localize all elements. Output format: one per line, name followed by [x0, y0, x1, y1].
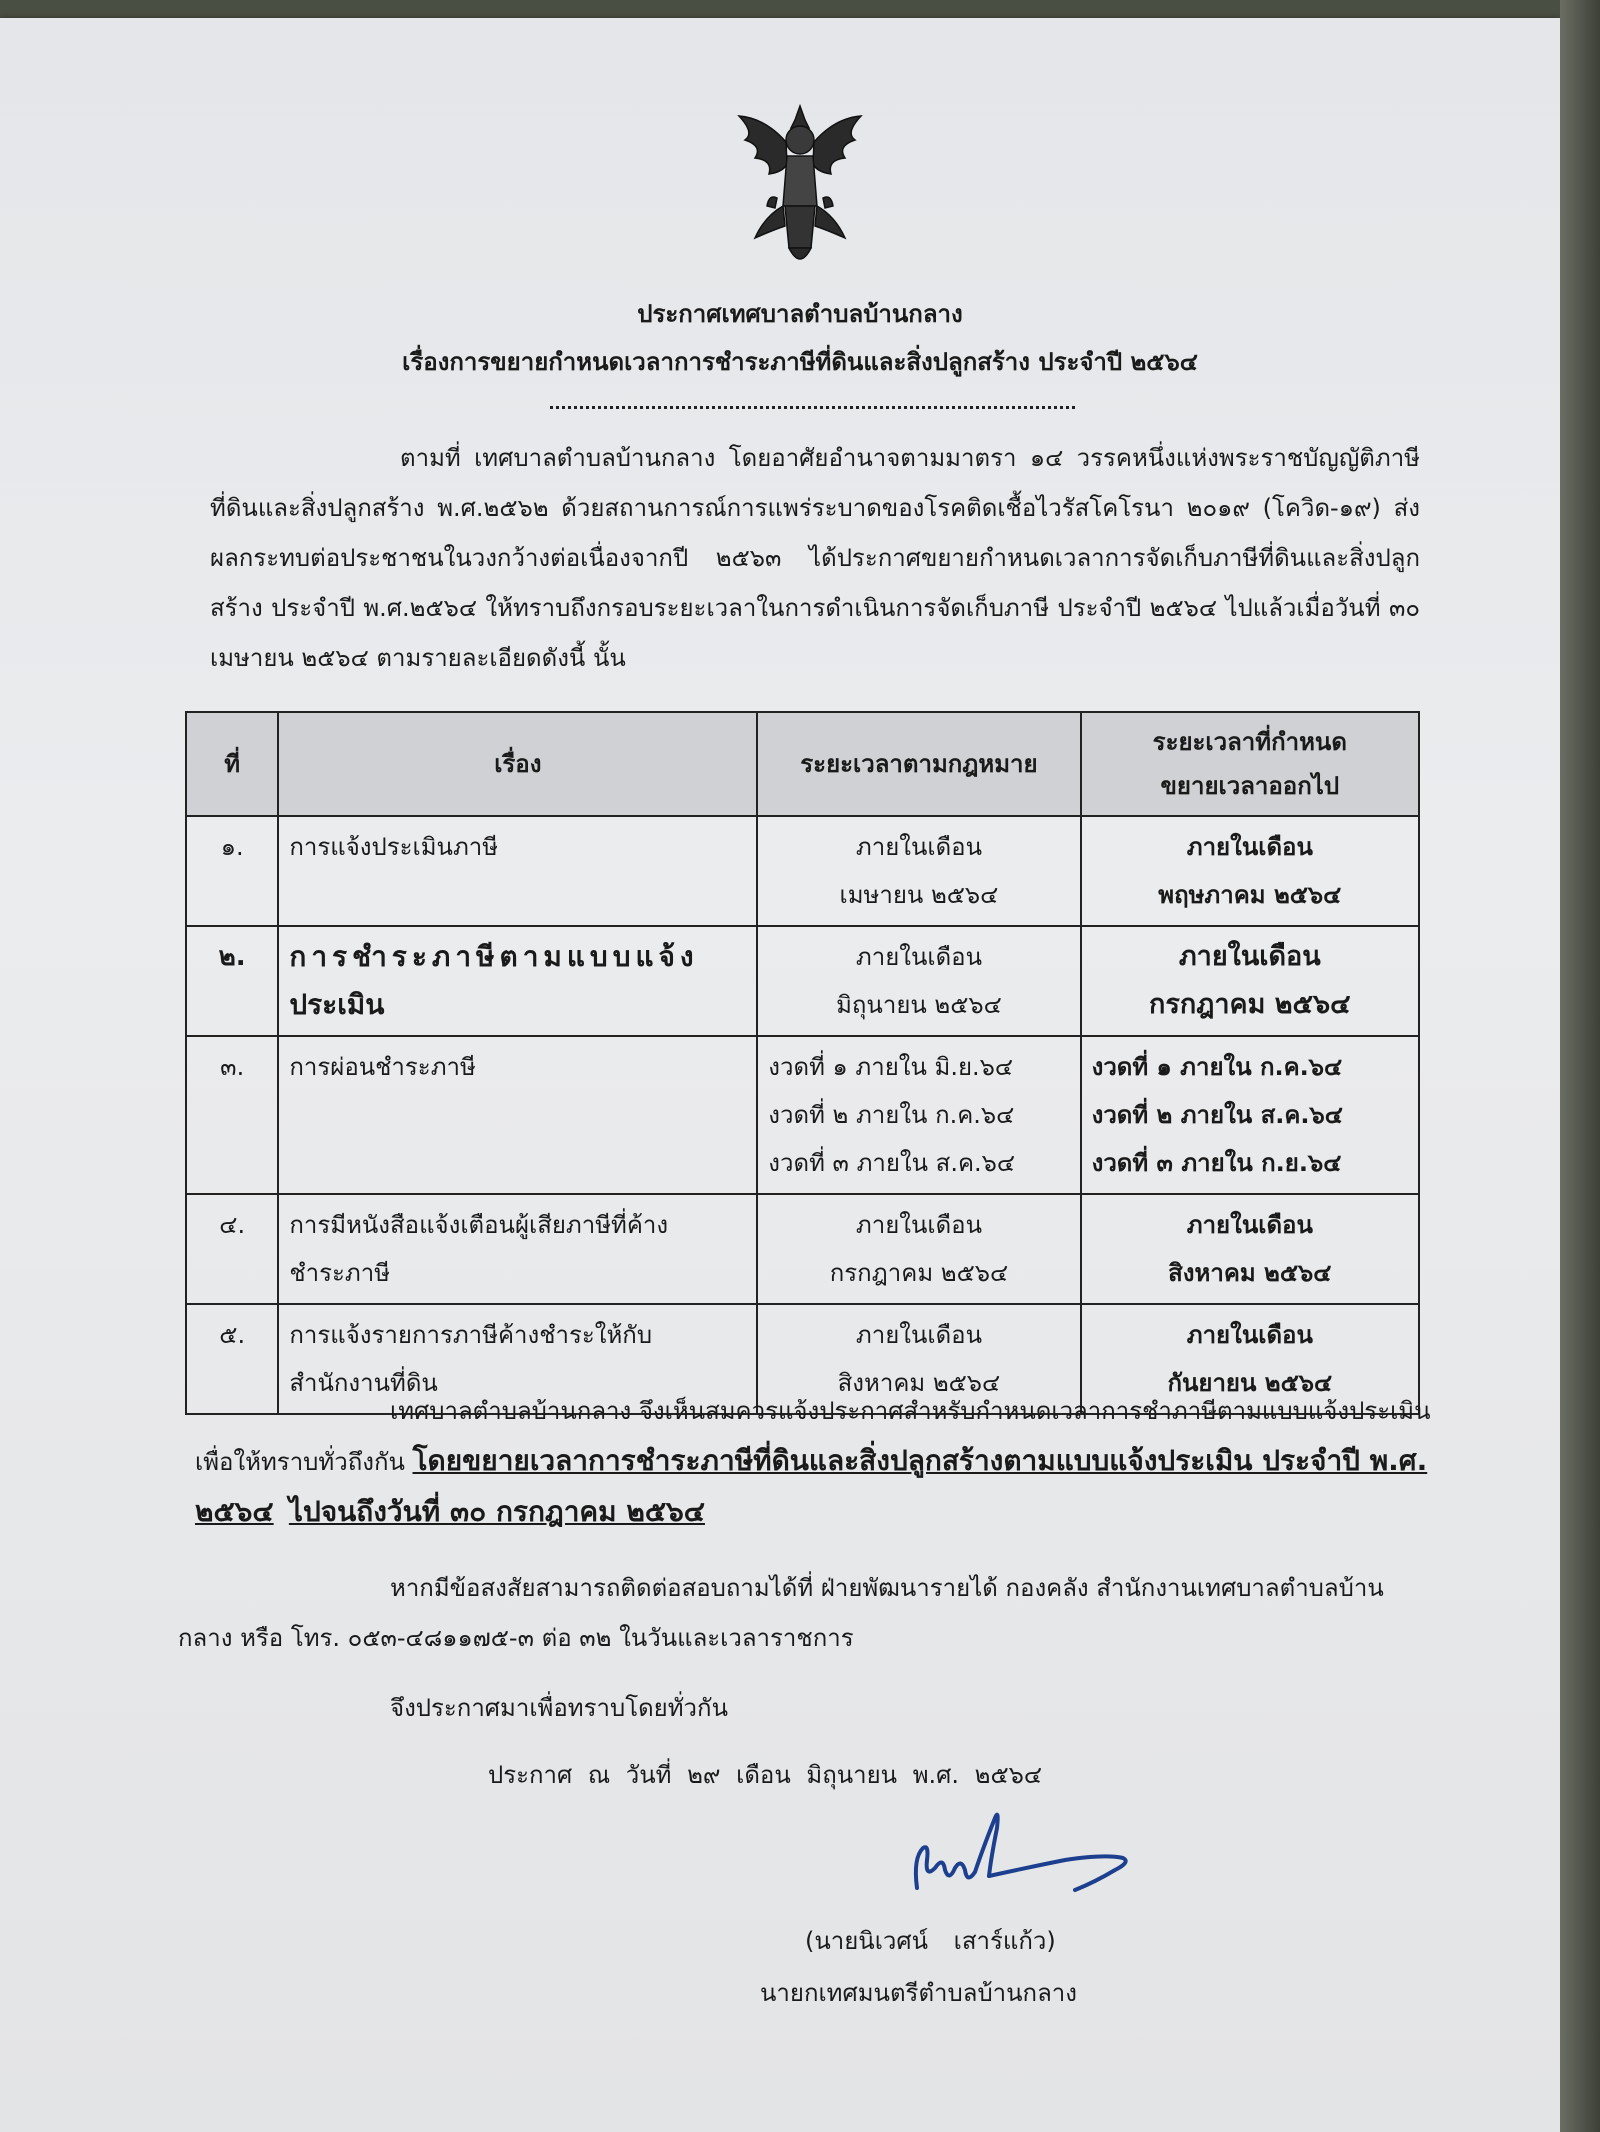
row-subject-line: สำนักงานที่ดิน [289, 1369, 438, 1397]
notice-emphasis-deadline: ไปจนถึงวันที่ ๓๐ กรกฎาคม ๒๕๖๔ [288, 1495, 705, 1528]
extended-line: กันยายน ๒๕๖๔ [1167, 1369, 1333, 1397]
garuda-emblem-icon [725, 98, 875, 273]
row-extended-period [1081, 1036, 1419, 1194]
legal-line: งวดที่ ๓ ภายใน ส.ค.๖๔ [768, 1149, 1016, 1177]
legal-line: ภายในเดือน [855, 943, 982, 971]
header-extended-line1: ระยะเวลาที่กำหนด [1152, 728, 1347, 756]
row-extended-period [1081, 1194, 1419, 1304]
header-legal-period: ระยะเวลาตามกฎหมาย [757, 712, 1080, 816]
extended-line: กรกฎาคม ๒๕๖๔ [1149, 989, 1351, 1020]
extended-line: งวดที่ ๑ ภายใน ก.ค.๖๔ [1091, 1053, 1343, 1081]
row-extended-period [1081, 816, 1419, 926]
header-no: ที่ [186, 712, 278, 816]
legal-line: งวดที่ ๒ ภายใน ก.ค.๖๔ [768, 1101, 1015, 1129]
legal-line: สิงหาคม ๒๕๖๔ [837, 1369, 1001, 1397]
legal-line: มิถุนายน ๒๕๖๔ [836, 991, 1002, 1019]
signer-title: นายกเทศมนตรีตำบลบ้านกลาง [760, 1979, 1077, 2007]
row-subject-line: การแจ้งรายการภาษีค้างชำระให้กับ [289, 1321, 653, 1349]
extended-line: ภายในเดือน [1186, 1211, 1313, 1239]
handwritten-signature-icon [905, 1798, 1135, 1908]
header-extended-line2: ขยายเวลาออกไป [1160, 772, 1340, 800]
document-page [0, 18, 1560, 2132]
extended-line: ภายในเดือน [1178, 941, 1321, 972]
row-subject-line: ประเมิน [289, 988, 385, 1021]
row-number: ๓. [186, 1036, 278, 1194]
announcement-date: ประกาศ ณ วันที่ ๒๙ เดือน มิถุนายน พ.ศ. ๒๕๖๔ [488, 1761, 1043, 1789]
notice-lead: เทศบาลตำบลบ้านกลาง จึงเห็นสมควรแจ้งประกาศสำหรับกำหนดเวลาการชำภาษีตามแบบแจ้งประเมิน เพื่อให้ทราบทั่วถึงกัน [195, 1397, 1431, 1476]
contact-paragraph [178, 1563, 1438, 1663]
row-number: ๕. [186, 1304, 278, 1414]
row-subject-line: ชำระภาษี [289, 1259, 391, 1287]
intro-paragraph [210, 433, 1420, 683]
table-row [186, 816, 1419, 926]
row-legal-period [757, 1194, 1080, 1304]
row-subject-line: การผ่อนชำระภาษี [289, 1053, 476, 1081]
table-row [186, 926, 1419, 1036]
row-subject-line: การมีหนังสือแจ้งเตือนผู้เสียภาษีที่ค้าง [289, 1211, 669, 1239]
contact-text: หากมีข้อสงสัยสามารถติดต่อสอบถามได้ที่ ฝ่ายพัฒนารายได้ กองคลัง สำนักงานเทศบาลตำบลบ้านกลาง หรือ โทร. ๐๕๓-๔๘๑๑๗๕-๓ ต่อ ๓๒ ในวันและเวลาราชการ [178, 1574, 1384, 1652]
row-legal-period [757, 926, 1080, 1036]
legal-line: เมษายน ๒๕๖๔ [839, 881, 999, 909]
row-subject [278, 1036, 757, 1194]
legal-line: ภายในเดือน [855, 1211, 982, 1239]
header-subject: เรื่อง [278, 712, 757, 816]
tax-schedule-table [185, 711, 1420, 1415]
row-number: ๑. [186, 816, 278, 926]
legal-line: งวดที่ ๑ ภายใน มิ.ย.๖๔ [768, 1053, 1014, 1081]
extended-line: งวดที่ ๒ ภายใน ส.ค.๖๔ [1091, 1101, 1343, 1129]
table-header-row [186, 712, 1419, 816]
extended-line: พฤษภาคม ๒๕๖๔ [1158, 881, 1342, 909]
signer-name: (นายนิเวศน์ เสาร์แก้ว) [805, 1927, 1056, 1955]
row-number: ๒. [186, 926, 278, 1036]
row-subject-line: การชำระภาษีตามแบบแจ้ง [289, 940, 699, 973]
intro-text: ตามที่ เทศบาลตำบลบ้านกลาง โดยอาศัยอำนาจตามมาตรา ๑๔ วรรคหนึ่งแห่งพระราชบัญญัติภาษีที่ดินและสิ่งปลูกสร้าง พ.ศ.๒๕๖๒ ด้วยสถานการณ์การแพร่ระบาดของโรคติดเชื้อไวรัสโคโรนา ๒๐๑๙ (โควิด-๑๙) ส่งผลกระทบต่อประชาชนในวงกว้างต่อเนื่องจากปี ๒๕๖๓ ได้ประกาศขยายกำหนดเวลาการจัดเก็บภาษีที่ดินและสิ่งปลูกสร้าง ประจำปี พ.ศ.๒๕๖๔ ให้ทราบถึงกรอบระยะเวลาในการดำเนินการจัดเก็บภาษี ประจำปี ๒๕๖๔ ไปแล้วเมื่อวันที่ ๓๐ เมษายน ๒๕๖๔ ตามรายละเอียดดังนี้ นั้น [210, 444, 1420, 672]
legal-line: กรกฎาคม ๒๕๖๔ [829, 1259, 1009, 1287]
header-extended-period [1081, 712, 1419, 816]
row-subject [278, 816, 757, 926]
notice-paragraph [195, 1386, 1435, 1538]
table-row [186, 1036, 1419, 1194]
row-subject [278, 1194, 757, 1304]
announcement-title: ประกาศเทศบาลตำบลบ้านกลาง [637, 300, 963, 328]
row-legal-period [757, 1036, 1080, 1194]
extended-line: ภายในเดือน [1186, 833, 1313, 861]
row-subject [278, 926, 757, 1036]
legal-line: ภายในเดือน [855, 833, 982, 861]
row-number: ๔. [186, 1194, 278, 1304]
closing-line: จึงประกาศมาเพื่อทราบโดยทั่วกัน [390, 1694, 728, 1722]
row-subject-line: การแจ้งประเมินภาษี [289, 833, 499, 861]
announcement-subject: เรื่องการขยายกำหนดเวลาการชำระภาษีที่ดินและสิ่งปลูกสร้าง ประจำปี ๒๕๖๔ [402, 348, 1198, 376]
extended-line: ภายในเดือน [1186, 1321, 1313, 1349]
extended-line: สิงหาคม ๒๕๖๔ [1168, 1259, 1332, 1287]
extended-line: งวดที่ ๓ ภายใน ก.ย.๖๔ [1091, 1149, 1342, 1177]
row-extended-period [1081, 926, 1419, 1036]
notice-emphasis-extension: โดยขยายเวลาการชำระภาษีที่ดินและสิ่งปลูกสร้างตามแบบแจ้งประเมิน ประจำปี พ.ศ. ๒๕๖๔ [195, 1444, 1428, 1528]
dotted-divider [550, 406, 1075, 409]
legal-line: ภายในเดือน [855, 1321, 982, 1349]
background-edge [1560, 0, 1600, 2132]
table-row [186, 1194, 1419, 1304]
row-legal-period [757, 816, 1080, 926]
